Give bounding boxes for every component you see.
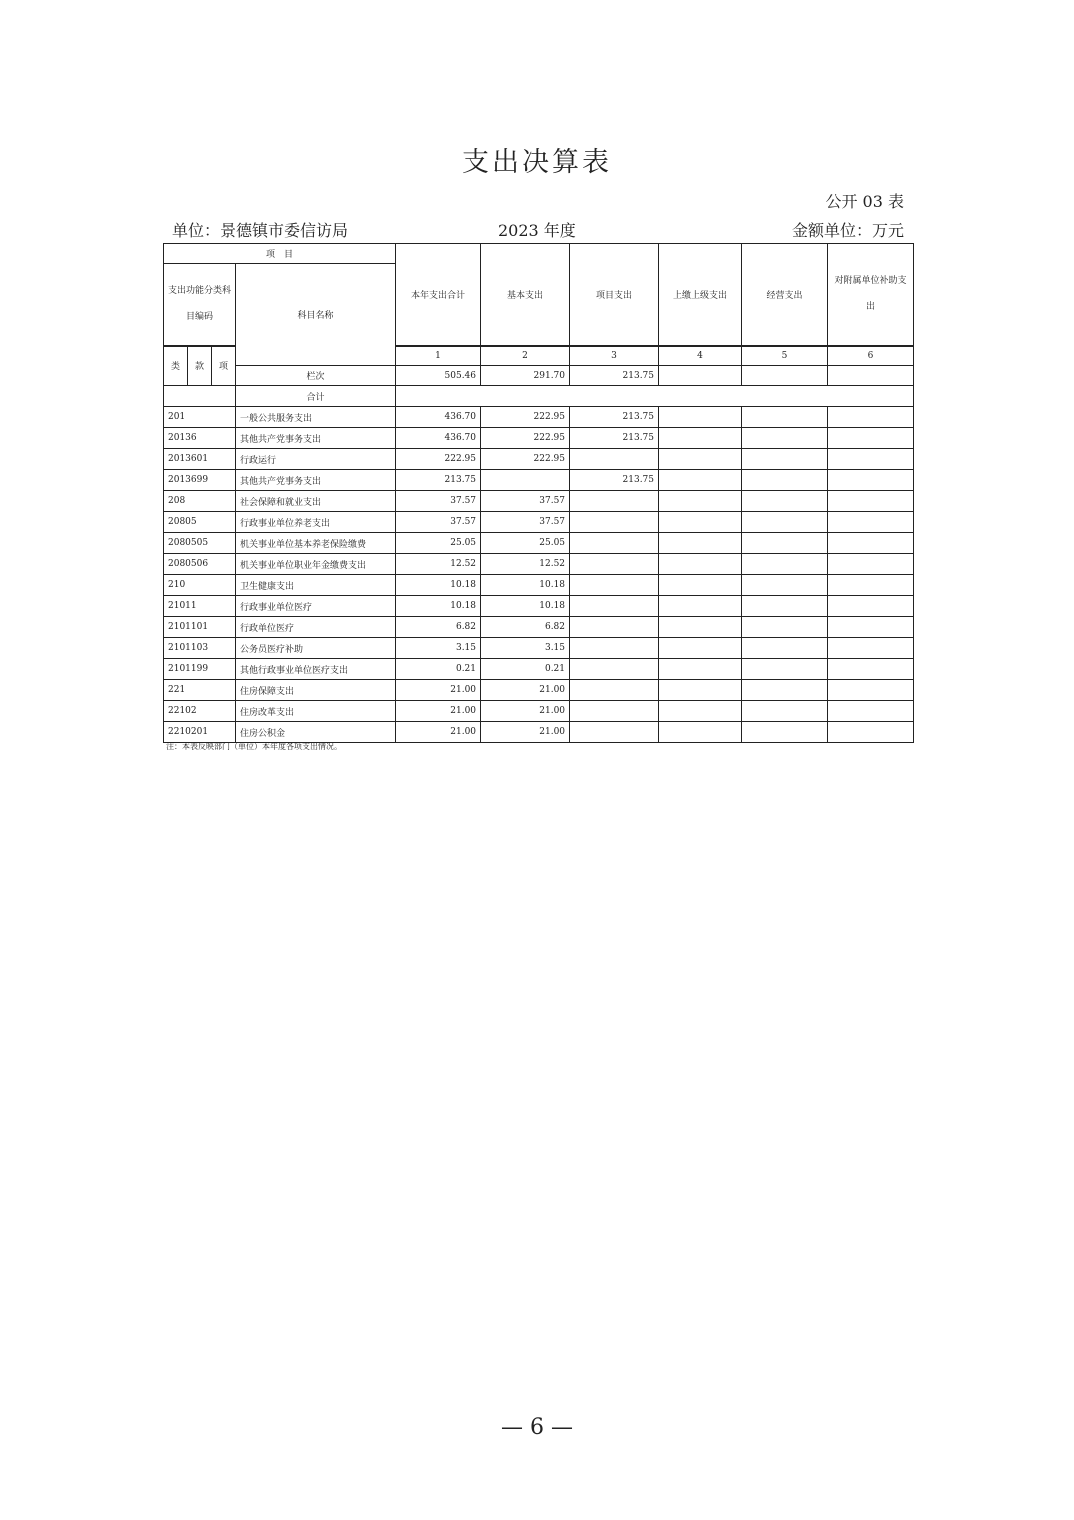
row-project: [570, 701, 659, 722]
row-basic: 222.95: [481, 449, 570, 470]
row-name: 其他共产党事务支出: [236, 470, 396, 491]
empty-spacer: [396, 386, 914, 407]
row-business: [742, 722, 828, 743]
page-title: 支出决算表: [462, 147, 612, 178]
row-subsidy: [828, 701, 914, 722]
row-upper: [659, 533, 742, 554]
row-upper: [659, 470, 742, 491]
row-total: 436.70: [396, 428, 481, 449]
row-project: [570, 722, 659, 743]
row-subsidy: [828, 512, 914, 533]
data-rows: [164, 407, 914, 743]
row-business: [742, 470, 828, 491]
row-total: 436.70: [396, 407, 481, 428]
row-project: [570, 512, 659, 533]
header-num-2: 2: [481, 346, 570, 366]
row-total: 10.18: [396, 596, 481, 617]
row-code: 22102: [164, 701, 236, 722]
row-business: [742, 596, 828, 617]
row-code: 2210201: [164, 722, 236, 743]
table-row: [164, 470, 914, 491]
unit-label: 单位：景德镇市委信访局: [172, 221, 349, 240]
row-basic: 21.00: [481, 722, 570, 743]
header-num-1: 1: [396, 346, 481, 366]
row-business: [742, 575, 828, 596]
row-name: 行政单位医疗: [236, 617, 396, 638]
row-total: 6.82: [396, 617, 481, 638]
row-business: [742, 449, 828, 470]
row-upper: [659, 701, 742, 722]
row-name: 公务员医疗补助: [236, 638, 396, 659]
row-upper: [659, 449, 742, 470]
row-total: 0.21: [396, 659, 481, 680]
expenditure-table: [163, 243, 914, 743]
header-upper: 上缴上级支出: [659, 244, 742, 346]
row-code: 2013601: [164, 449, 236, 470]
row-name: 行政运行: [236, 449, 396, 470]
row-subsidy: [828, 491, 914, 512]
row-subsidy: [828, 617, 914, 638]
row-upper: [659, 512, 742, 533]
row-basic: 222.95: [481, 407, 570, 428]
row-subsidy: [828, 575, 914, 596]
row-subsidy: [828, 596, 914, 617]
row-subsidy: [828, 407, 914, 428]
row-subsidy: [828, 533, 914, 554]
row-code: 208: [164, 491, 236, 512]
total-label-row: [164, 386, 914, 407]
row-code: 21011: [164, 596, 236, 617]
row-project: 213.75: [570, 470, 659, 491]
row-upper: [659, 680, 742, 701]
table-row: [164, 449, 914, 470]
row-code: 2101199: [164, 659, 236, 680]
header-lei: 类: [164, 346, 188, 386]
row-business: [742, 533, 828, 554]
row-project: [570, 617, 659, 638]
header-project-exp: 项目支出: [570, 244, 659, 346]
table-row: [164, 638, 914, 659]
year-label: 2023 年度: [498, 221, 576, 240]
row-name: 其他行政事业单位医疗支出: [236, 659, 396, 680]
row-total: 37.57: [396, 491, 481, 512]
table-row: [164, 428, 914, 449]
row-code: 2013699: [164, 470, 236, 491]
row-upper: [659, 491, 742, 512]
empty-code-cell: [164, 386, 236, 407]
total-project: 213.75: [570, 366, 659, 386]
footnote: 注：本表反映部门（单位）本年度各项支出情况。: [166, 742, 342, 751]
row-business: [742, 638, 828, 659]
row-subsidy: [828, 470, 914, 491]
header-kuan: 款: [188, 346, 212, 386]
row-upper: [659, 596, 742, 617]
table-row: [164, 701, 914, 722]
row-basic: 10.18: [481, 575, 570, 596]
header-subsidy: 对附属单位补助支出: [828, 244, 914, 346]
row-upper: [659, 638, 742, 659]
row-upper: [659, 659, 742, 680]
header-num-3: 3: [570, 346, 659, 366]
row-name: 机关事业单位职业年金缴费支出: [236, 554, 396, 575]
header-basic: 基本支出: [481, 244, 570, 346]
header-num-5: 5: [742, 346, 828, 366]
row-project: [570, 533, 659, 554]
row-basic: 6.82: [481, 617, 570, 638]
row-business: [742, 617, 828, 638]
row-basic: 21.00: [481, 701, 570, 722]
row-business: [742, 701, 828, 722]
header-subject-name: 科目名称: [236, 264, 396, 366]
table-row: [164, 407, 914, 428]
row-total: 10.18: [396, 575, 481, 596]
row-code: 221: [164, 680, 236, 701]
row-project: [570, 491, 659, 512]
row-code: 20136: [164, 428, 236, 449]
row-project: [570, 659, 659, 680]
header-project: 项 目: [164, 244, 396, 264]
row-business: [742, 680, 828, 701]
row-upper: [659, 428, 742, 449]
table-row: [164, 554, 914, 575]
row-total: 222.95: [396, 449, 481, 470]
row-total: 213.75: [396, 470, 481, 491]
row-code: 2101103: [164, 638, 236, 659]
row-name: 行政事业单位医疗: [236, 596, 396, 617]
row-subsidy: [828, 554, 914, 575]
row-basic: 25.05: [481, 533, 570, 554]
row-name: 住房保障支出: [236, 680, 396, 701]
row-subsidy: [828, 449, 914, 470]
row-project: [570, 449, 659, 470]
table-row: [164, 575, 914, 596]
row-project: [570, 596, 659, 617]
row-upper: [659, 722, 742, 743]
row-upper: [659, 554, 742, 575]
row-subsidy: [828, 659, 914, 680]
row-code: 2080505: [164, 533, 236, 554]
header-xiang: 项: [212, 346, 236, 386]
row-project: 213.75: [570, 407, 659, 428]
total-label: 合计: [236, 386, 396, 407]
table-row: [164, 533, 914, 554]
row-basic: 222.95: [481, 428, 570, 449]
header-row-1: [164, 244, 914, 264]
row-business: [742, 428, 828, 449]
row-name: 住房改革支出: [236, 701, 396, 722]
table-row: [164, 659, 914, 680]
row-project: [570, 680, 659, 701]
row-project: [570, 554, 659, 575]
row-name: 行政事业单位养老支出: [236, 512, 396, 533]
row-code: 201: [164, 407, 236, 428]
table-row: [164, 512, 914, 533]
total-basic: 291.70: [481, 366, 570, 386]
table-row: [164, 722, 914, 743]
row-code: 20805: [164, 512, 236, 533]
row-total: 37.57: [396, 512, 481, 533]
total-amount: 505.46: [396, 366, 481, 386]
total-upper: [659, 366, 742, 386]
row-name: 社会保障和就业支出: [236, 491, 396, 512]
row-basic: 37.57: [481, 491, 570, 512]
header-num-4: 4: [659, 346, 742, 366]
header-func-code: 支出功能分类科目编码: [164, 264, 236, 346]
row-project: [570, 638, 659, 659]
table-row: [164, 596, 914, 617]
row-subsidy: [828, 722, 914, 743]
row-project: 213.75: [570, 428, 659, 449]
row-code: 2101101: [164, 617, 236, 638]
row-business: [742, 407, 828, 428]
row-basic: [481, 470, 570, 491]
row-name: 机关事业单位基本养老保险缴费: [236, 533, 396, 554]
header-lanci: 栏次: [236, 366, 396, 386]
row-total: 25.05: [396, 533, 481, 554]
row-business: [742, 554, 828, 575]
row-code: 210: [164, 575, 236, 596]
row-subsidy: [828, 428, 914, 449]
row-project: [570, 575, 659, 596]
row-basic: 10.18: [481, 596, 570, 617]
page-number: — 6 —: [501, 1415, 573, 1440]
total-row: [164, 366, 914, 386]
table-row: [164, 491, 914, 512]
row-upper: [659, 407, 742, 428]
row-name: 住房公积金: [236, 722, 396, 743]
row-basic: 12.52: [481, 554, 570, 575]
table-row: [164, 617, 914, 638]
form-number: 公开 03 表: [825, 192, 904, 211]
total-subsidy: [828, 366, 914, 386]
row-upper: [659, 575, 742, 596]
row-business: [742, 491, 828, 512]
row-subsidy: [828, 680, 914, 701]
row-basic: 3.15: [481, 638, 570, 659]
total-business: [742, 366, 828, 386]
row-total: 21.00: [396, 701, 481, 722]
row-name: 其他共产党事务支出: [236, 428, 396, 449]
money-unit-label: 金额单位：万元: [791, 221, 904, 240]
table-row: [164, 680, 914, 701]
row-name: 卫生健康支出: [236, 575, 396, 596]
header-business: 经营支出: [742, 244, 828, 346]
header-num-6: 6: [828, 346, 914, 366]
row-total: 3.15: [396, 638, 481, 659]
row-basic: 0.21: [481, 659, 570, 680]
row-basic: 37.57: [481, 512, 570, 533]
row-total: 21.00: [396, 680, 481, 701]
row-business: [742, 512, 828, 533]
row-total: 12.52: [396, 554, 481, 575]
header-total: 本年支出合计: [396, 244, 481, 346]
row-code: 2080506: [164, 554, 236, 575]
row-upper: [659, 617, 742, 638]
row-subsidy: [828, 638, 914, 659]
row-total: 21.00: [396, 722, 481, 743]
row-business: [742, 659, 828, 680]
row-basic: 21.00: [481, 680, 570, 701]
row-name: 一般公共服务支出: [236, 407, 396, 428]
